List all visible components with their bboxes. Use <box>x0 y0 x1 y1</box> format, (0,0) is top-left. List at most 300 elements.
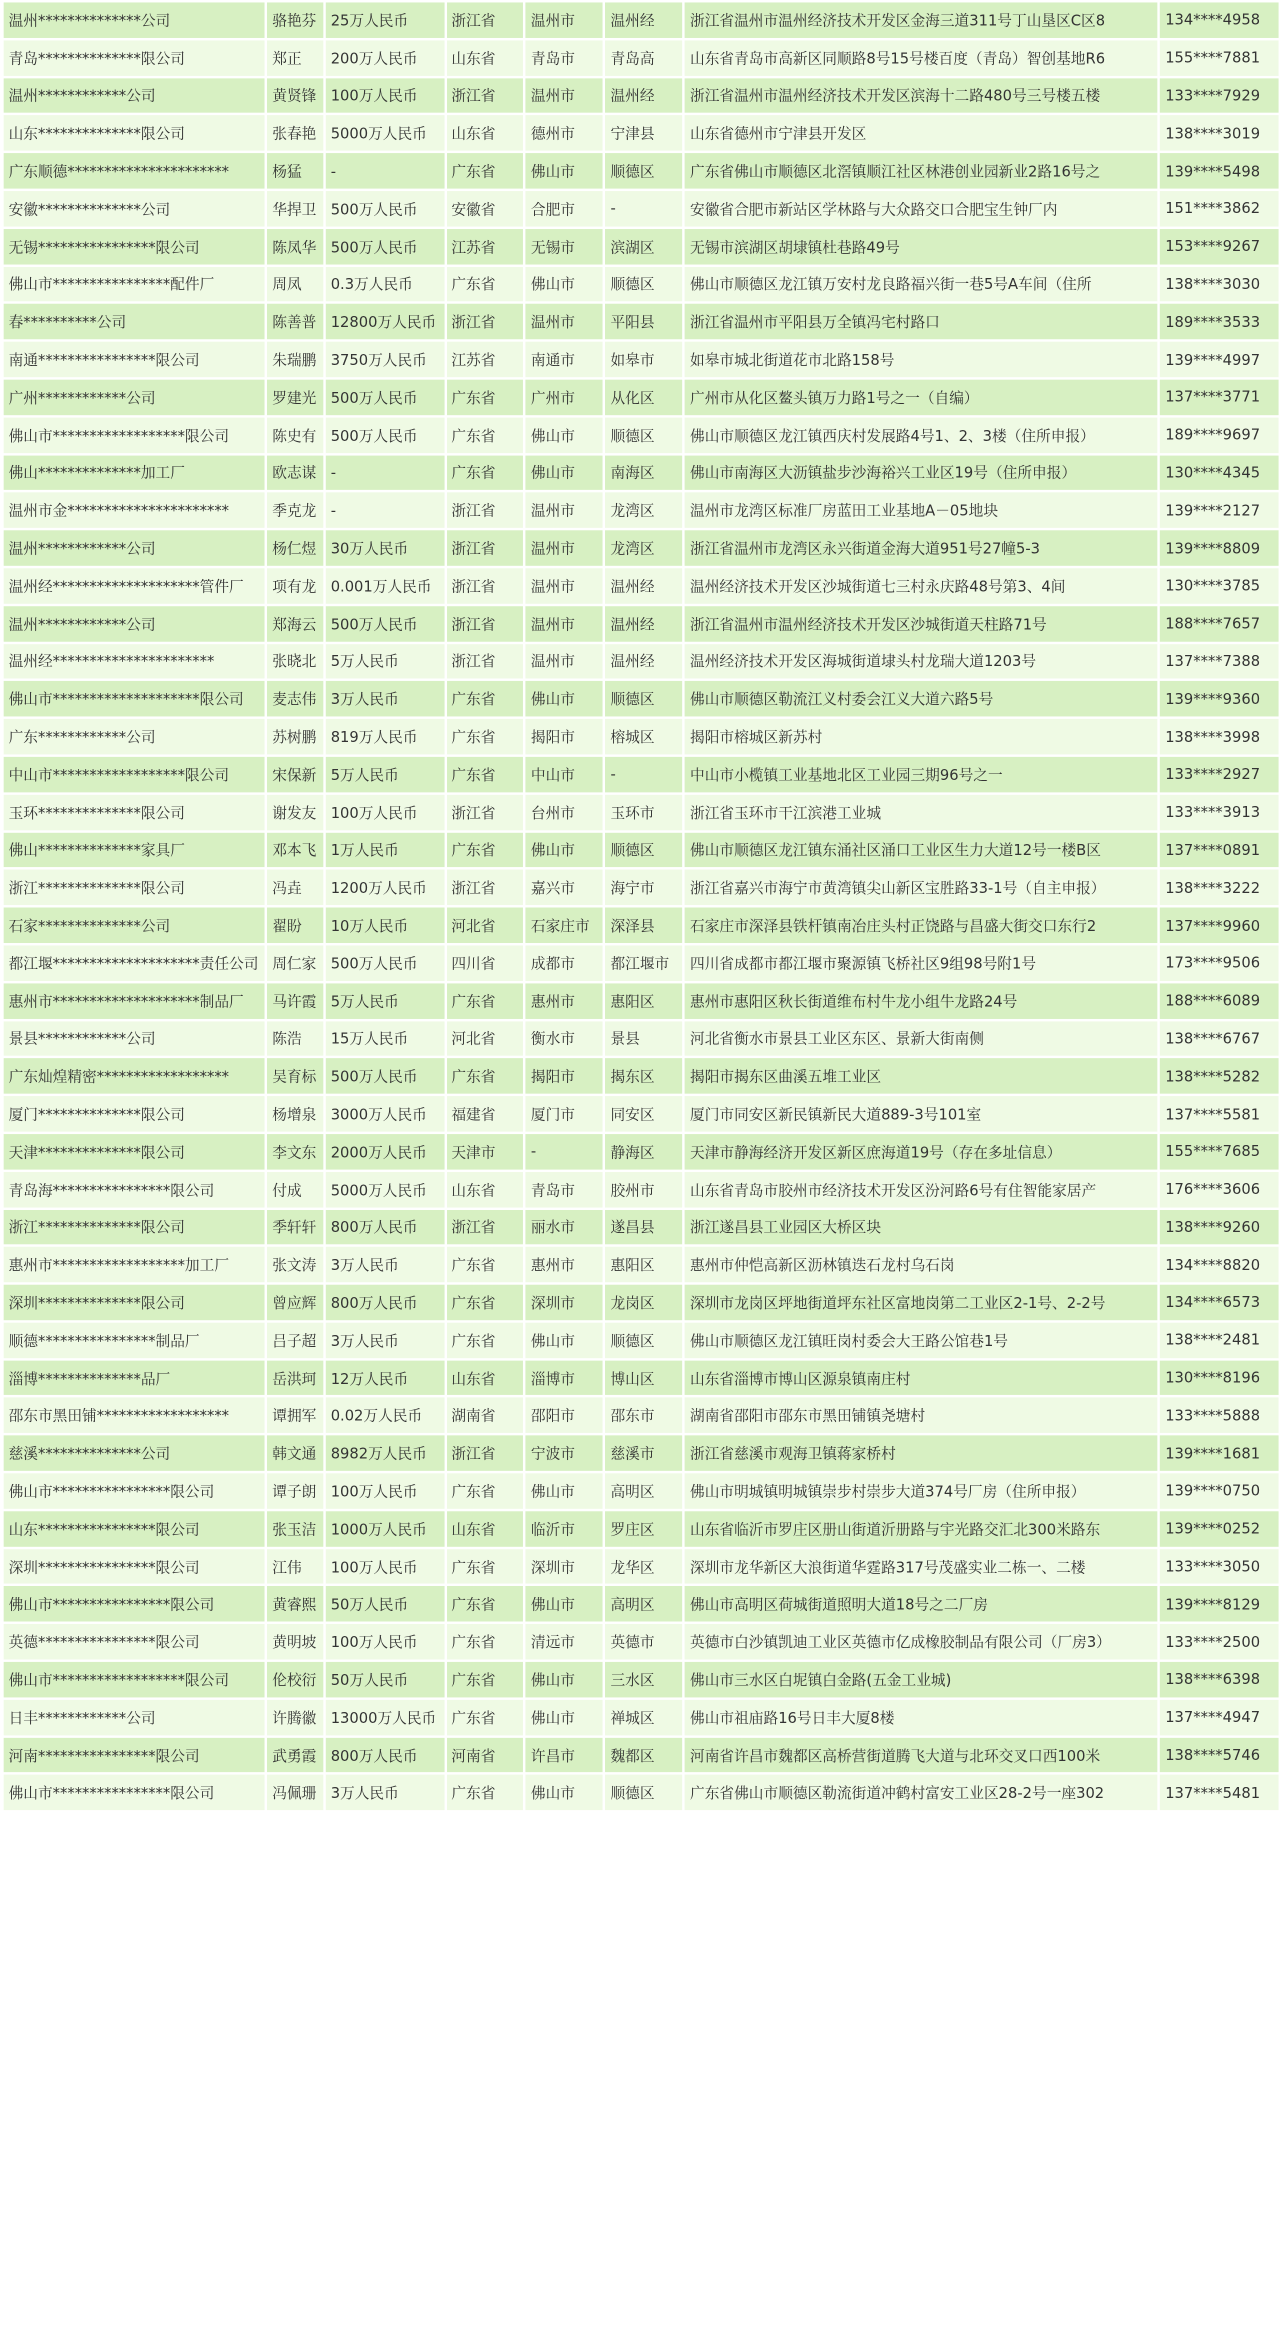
district-cell: 温州经 <box>606 606 683 641</box>
phone-cell: 137****7388 <box>1160 644 1278 679</box>
legal-rep-cell: 季轩轩 <box>267 1209 323 1244</box>
district-cell: 顺德区 <box>606 266 683 301</box>
province-cell: 广东省 <box>446 417 523 452</box>
company-name-cell: 浙江**************限公司 <box>4 870 265 905</box>
legal-rep-cell: 杨猛 <box>267 153 323 188</box>
legal-rep-cell: 苏树鹏 <box>267 719 323 754</box>
city-cell: 佛山市 <box>526 1587 603 1622</box>
address-cell: 山东省青岛市胶州市经济技术开发区汾河路6号有住智能家居产 <box>685 1172 1158 1207</box>
city-cell: 丽水市 <box>526 1209 603 1244</box>
address-cell: 广东省佛山市顺德区勒流街道冲鹤村富安工业区28-2号一座302 <box>685 1775 1158 1810</box>
table-row <box>4 945 1279 980</box>
table-row <box>4 342 1279 377</box>
legal-rep-cell: 骆艳芬 <box>267 2 323 37</box>
address-cell: 英德市白沙镇凯迪工业区英德市亿成橡胶制品有限公司（厂房3） <box>685 1624 1158 1659</box>
registered-capital-cell: 3750万人民币 <box>326 342 444 377</box>
province-cell: 天津市 <box>446 1134 523 1169</box>
registered-capital-cell: 500万人民币 <box>326 606 444 641</box>
district-cell: 景县 <box>606 1021 683 1056</box>
phone-cell: 137****5481 <box>1160 1775 1278 1810</box>
phone-cell: 139****9360 <box>1160 681 1278 716</box>
phone-cell: 139****0750 <box>1160 1473 1278 1508</box>
city-cell: 佛山市 <box>526 1662 603 1697</box>
province-cell: 广东省 <box>446 455 523 490</box>
city-cell: - <box>526 1134 603 1169</box>
registered-capital-cell: 0.001万人民币 <box>326 568 444 603</box>
province-cell: 江苏省 <box>446 342 523 377</box>
table-row <box>4 493 1279 528</box>
phone-cell: 130****8196 <box>1160 1360 1278 1395</box>
legal-rep-cell: 张晓北 <box>267 644 323 679</box>
address-cell: 揭阳市榕城区新苏村 <box>685 719 1158 754</box>
province-cell: 广东省 <box>446 832 523 867</box>
district-cell: 高明区 <box>606 1587 683 1622</box>
district-cell: 静海区 <box>606 1134 683 1169</box>
city-cell: 温州市 <box>526 493 603 528</box>
address-cell: 山东省淄博市博山区源泉镇南庄村 <box>685 1360 1158 1395</box>
district-cell: 邵东市 <box>606 1398 683 1433</box>
legal-rep-cell: 武勇霞 <box>267 1737 323 1772</box>
province-cell: 浙江省 <box>446 606 523 641</box>
phone-cell: 139****0252 <box>1160 1511 1278 1546</box>
table-row <box>4 908 1279 943</box>
city-cell: 深圳市 <box>526 1549 603 1584</box>
company-name-cell: 青岛**************限公司 <box>4 40 265 75</box>
company-name-cell: 佛山市****************限公司 <box>4 1775 265 1810</box>
city-cell: 温州市 <box>526 78 603 113</box>
phone-cell: 130****3785 <box>1160 568 1278 603</box>
district-cell: 温州经 <box>606 2 683 37</box>
legal-rep-cell: 朱瑞鹏 <box>267 342 323 377</box>
phone-cell: 134****8820 <box>1160 1247 1278 1282</box>
table-row <box>4 530 1279 565</box>
registered-capital-cell: 0.3万人民币 <box>326 266 444 301</box>
province-cell: 浙江省 <box>446 530 523 565</box>
table-row <box>4 40 1279 75</box>
district-cell: 顺德区 <box>606 681 683 716</box>
registered-capital-cell: - <box>326 153 444 188</box>
company-name-cell: 厦门**************限公司 <box>4 1096 265 1131</box>
registered-capital-cell: 5000万人民币 <box>326 1172 444 1207</box>
city-cell: 许昌市 <box>526 1737 603 1772</box>
legal-rep-cell: 翟盼 <box>267 908 323 943</box>
city-cell: 佛山市 <box>526 832 603 867</box>
city-cell: 南通市 <box>526 342 603 377</box>
registered-capital-cell: 3万人民币 <box>326 1323 444 1358</box>
registered-capital-cell: 800万人民币 <box>326 1209 444 1244</box>
address-cell: 温州经济技术开发区沙城街道七三村永庆路48号第3、4间 <box>685 568 1158 603</box>
city-cell: 佛山市 <box>526 266 603 301</box>
company-name-cell: 温州************公司 <box>4 606 265 641</box>
district-cell: 遂昌县 <box>606 1209 683 1244</box>
province-cell: 广东省 <box>446 1247 523 1282</box>
table-row <box>4 681 1279 716</box>
city-cell: 深圳市 <box>526 1285 603 1320</box>
district-cell: 温州经 <box>606 78 683 113</box>
table-row <box>4 795 1279 830</box>
legal-rep-cell: 周仁家 <box>267 945 323 980</box>
company-name-cell: 惠州市******************加工厂 <box>4 1247 265 1282</box>
table-row <box>4 719 1279 754</box>
company-name-cell: 温州经********************** <box>4 644 265 679</box>
province-cell: 广东省 <box>446 153 523 188</box>
city-cell: 温州市 <box>526 644 603 679</box>
district-cell: 宁津县 <box>606 116 683 151</box>
district-cell: 顺德区 <box>606 417 683 452</box>
province-cell: 浙江省 <box>446 2 523 37</box>
registered-capital-cell: - <box>326 455 444 490</box>
table-row <box>4 870 1279 905</box>
district-cell: 禅城区 <box>606 1700 683 1735</box>
registered-capital-cell: 100万人民币 <box>326 1624 444 1659</box>
company-name-cell: 山东****************限公司 <box>4 1511 265 1546</box>
legal-rep-cell: 马许霞 <box>267 983 323 1018</box>
registered-capital-cell: 3000万人民币 <box>326 1096 444 1131</box>
province-cell: 浙江省 <box>446 644 523 679</box>
address-cell: 惠州市仲恺高新区沥林镇迭石龙村乌石岗 <box>685 1247 1158 1282</box>
company-name-cell: 英德****************限公司 <box>4 1624 265 1659</box>
legal-rep-cell: 陈凤华 <box>267 229 323 264</box>
phone-cell: 153****9267 <box>1160 229 1278 264</box>
city-cell: 德州市 <box>526 116 603 151</box>
phone-cell: 138****3019 <box>1160 116 1278 151</box>
city-cell: 宁波市 <box>526 1436 603 1471</box>
legal-rep-cell: 陈善普 <box>267 304 323 339</box>
city-cell: 佛山市 <box>526 455 603 490</box>
registered-capital-cell: 100万人民币 <box>326 1473 444 1508</box>
city-cell: 成都市 <box>526 945 603 980</box>
phone-cell: 133****3913 <box>1160 795 1278 830</box>
legal-rep-cell: 邓本飞 <box>267 832 323 867</box>
table-row <box>4 1285 1279 1320</box>
province-cell: 广东省 <box>446 266 523 301</box>
legal-rep-cell: 许腾徽 <box>267 1700 323 1735</box>
table-row <box>4 1059 1279 1094</box>
district-cell: 龙华区 <box>606 1549 683 1584</box>
district-cell: 海宁市 <box>606 870 683 905</box>
registered-capital-cell: 500万人民币 <box>326 417 444 452</box>
registered-capital-cell: 500万人民币 <box>326 229 444 264</box>
company-name-cell: 佛山市****************配件厂 <box>4 266 265 301</box>
address-cell: 佛山市祖庙路16号日丰大厦8楼 <box>685 1700 1158 1735</box>
legal-rep-cell: 罗建光 <box>267 380 323 415</box>
table-row <box>4 568 1279 603</box>
table-row <box>4 116 1279 151</box>
province-cell: 浙江省 <box>446 493 523 528</box>
legal-rep-cell: 黄明坡 <box>267 1624 323 1659</box>
province-cell: 广东省 <box>446 1323 523 1358</box>
legal-rep-cell: 曾应辉 <box>267 1285 323 1320</box>
district-cell: 同安区 <box>606 1096 683 1131</box>
phone-cell: 138****2481 <box>1160 1323 1278 1358</box>
phone-cell: 138****6398 <box>1160 1662 1278 1697</box>
province-cell: 山东省 <box>446 1511 523 1546</box>
district-cell: 深泽县 <box>606 908 683 943</box>
province-cell: 浙江省 <box>446 870 523 905</box>
company-name-cell: 都江堰********************责任公司 <box>4 945 265 980</box>
address-cell: 浙江省温州市温州经济技术开发区金海三道311号丁山垦区C区8 <box>685 2 1158 37</box>
address-cell: 如皋市城北街道花市北路158号 <box>685 342 1158 377</box>
city-cell: 石家庄市 <box>526 908 603 943</box>
district-cell: 温州经 <box>606 568 683 603</box>
legal-rep-cell: 谢发友 <box>267 795 323 830</box>
registered-capital-cell: 1000万人民币 <box>326 1511 444 1546</box>
table-row <box>4 983 1279 1018</box>
phone-cell: 139****8809 <box>1160 530 1278 565</box>
city-cell: 佛山市 <box>526 417 603 452</box>
district-cell: 三水区 <box>606 1662 683 1697</box>
legal-rep-cell: 项有龙 <box>267 568 323 603</box>
district-cell: 罗庄区 <box>606 1511 683 1546</box>
city-cell: 嘉兴市 <box>526 870 603 905</box>
city-cell: 佛山市 <box>526 681 603 716</box>
province-cell: 广东省 <box>446 1662 523 1697</box>
phone-cell: 138****5746 <box>1160 1737 1278 1772</box>
legal-rep-cell: 吴育标 <box>267 1059 323 1094</box>
province-cell: 广东省 <box>446 1700 523 1735</box>
province-cell: 广东省 <box>446 1059 523 1094</box>
province-cell: 福建省 <box>446 1096 523 1131</box>
province-cell: 浙江省 <box>446 568 523 603</box>
legal-rep-cell: 谭拥军 <box>267 1398 323 1433</box>
table-row <box>4 832 1279 867</box>
phone-cell: 138****3222 <box>1160 870 1278 905</box>
table-row <box>4 1247 1279 1282</box>
phone-cell: 133****2500 <box>1160 1624 1278 1659</box>
address-cell: 温州经济技术开发区海城街道埭头村龙瑞大道1203号 <box>685 644 1158 679</box>
address-cell: 深圳市龙岗区坪地街道坪东社区富地岗第二工业区2-1号、2-2号 <box>685 1285 1158 1320</box>
company-name-cell: 邵东市黑田铺****************** <box>4 1398 265 1433</box>
company-name-cell: 无锡****************限公司 <box>4 229 265 264</box>
legal-rep-cell: 伦校衍 <box>267 1662 323 1697</box>
company-name-cell: 浙江**************限公司 <box>4 1209 265 1244</box>
city-cell: 佛山市 <box>526 153 603 188</box>
province-cell: 广东省 <box>446 1473 523 1508</box>
company-name-cell: 安徽**************公司 <box>4 191 265 226</box>
phone-cell: 151****3862 <box>1160 191 1278 226</box>
company-name-cell: 佛山市******************限公司 <box>4 1662 265 1697</box>
district-cell: 博山区 <box>606 1360 683 1395</box>
province-cell: 浙江省 <box>446 1209 523 1244</box>
company-name-cell: 景县************公司 <box>4 1021 265 1056</box>
province-cell: 广东省 <box>446 1624 523 1659</box>
company-name-cell: 佛山市****************限公司 <box>4 1587 265 1622</box>
registered-capital-cell: 50万人民币 <box>326 1662 444 1697</box>
company-name-cell: 佛山市********************限公司 <box>4 681 265 716</box>
phone-cell: 133****2927 <box>1160 757 1278 792</box>
address-cell: 浙江省嘉兴市海宁市黄湾镇尖山新区宝胜路33-1号（自主申报） <box>685 870 1158 905</box>
city-cell: 温州市 <box>526 530 603 565</box>
district-cell: 顺德区 <box>606 153 683 188</box>
province-cell: 山东省 <box>446 40 523 75</box>
district-cell: 如皋市 <box>606 342 683 377</box>
registered-capital-cell: 500万人民币 <box>326 380 444 415</box>
registered-capital-cell: 5000万人民币 <box>326 116 444 151</box>
registered-capital-cell: 8982万人民币 <box>326 1436 444 1471</box>
table-row <box>4 1549 1279 1584</box>
city-cell: 临沂市 <box>526 1511 603 1546</box>
province-cell: 浙江省 <box>446 1436 523 1471</box>
city-cell: 揭阳市 <box>526 719 603 754</box>
legal-rep-cell: 陈史有 <box>267 417 323 452</box>
legal-rep-cell: 江伟 <box>267 1549 323 1584</box>
table-row <box>4 1172 1279 1207</box>
province-cell: 河北省 <box>446 908 523 943</box>
company-name-cell: 顺德****************制品厂 <box>4 1323 265 1358</box>
company-name-cell: 春**********公司 <box>4 304 265 339</box>
district-cell: 都江堰市 <box>606 945 683 980</box>
registered-capital-cell: 3万人民币 <box>326 681 444 716</box>
registered-capital-cell: 819万人民币 <box>326 719 444 754</box>
table-row <box>4 1700 1279 1735</box>
company-name-cell: 广州************公司 <box>4 380 265 415</box>
company-name-cell: 慈溪**************公司 <box>4 1436 265 1471</box>
company-table <box>1 0 1280 1813</box>
district-cell: 顺德区 <box>606 1775 683 1810</box>
district-cell: 龙湾区 <box>606 493 683 528</box>
province-cell: 广东省 <box>446 1549 523 1584</box>
city-cell: 佛山市 <box>526 1775 603 1810</box>
legal-rep-cell: 张文涛 <box>267 1247 323 1282</box>
phone-cell: 139****2127 <box>1160 493 1278 528</box>
registered-capital-cell: 3万人民币 <box>326 1775 444 1810</box>
address-cell: 佛山市顺德区龙江镇旺岗村委会大王路公馆巷1号 <box>685 1323 1158 1358</box>
registered-capital-cell: 12万人民币 <box>326 1360 444 1395</box>
address-cell: 佛山市南海区大沥镇盐步沙海裕兴工业区19号（住所申报） <box>685 455 1158 490</box>
registered-capital-cell: 100万人民币 <box>326 1549 444 1584</box>
address-cell: 佛山市高明区荷城街道照明大道18号之二厂房 <box>685 1587 1158 1622</box>
phone-cell: 189****3533 <box>1160 304 1278 339</box>
registered-capital-cell: 500万人民币 <box>326 945 444 980</box>
phone-cell: 139****8129 <box>1160 1587 1278 1622</box>
registered-capital-cell: 5万人民币 <box>326 644 444 679</box>
table-row <box>4 2 1279 37</box>
company-name-cell: 惠州市********************制品厂 <box>4 983 265 1018</box>
registered-capital-cell: 0.02万人民币 <box>326 1398 444 1433</box>
table-row <box>4 1209 1279 1244</box>
address-cell: 山东省青岛市高新区同顺路8号15号楼百度（青岛）智创基地R6 <box>685 40 1158 75</box>
district-cell: 英德市 <box>606 1624 683 1659</box>
phone-cell: 133****7929 <box>1160 78 1278 113</box>
district-cell: 温州经 <box>606 644 683 679</box>
company-name-cell: 广东************公司 <box>4 719 265 754</box>
address-cell: 广州市从化区鳌头镇万力路1号之一（自编） <box>685 380 1158 415</box>
address-cell: 浙江省温州市龙湾区永兴街道金海大道951号27幢5-3 <box>685 530 1158 565</box>
address-cell: 温州市龙湾区标准厂房蓝田工业基地A－05地块 <box>685 493 1158 528</box>
table-row <box>4 304 1279 339</box>
province-cell: 江苏省 <box>446 229 523 264</box>
phone-cell: 137****0891 <box>1160 832 1278 867</box>
city-cell: 中山市 <box>526 757 603 792</box>
company-name-cell: 温州************公司 <box>4 78 265 113</box>
city-cell: 厦门市 <box>526 1096 603 1131</box>
address-cell: 浙江省玉环市干江滨港工业城 <box>685 795 1158 830</box>
province-cell: 湖南省 <box>446 1398 523 1433</box>
city-cell: 台州市 <box>526 795 603 830</box>
address-cell: 浙江省慈溪市观海卫镇蒋家桥村 <box>685 1436 1158 1471</box>
district-cell: 滨湖区 <box>606 229 683 264</box>
address-cell: 厦门市同安区新民镇新民大道889-3号101室 <box>685 1096 1158 1131</box>
table-row <box>4 1021 1279 1056</box>
province-cell: 广东省 <box>446 719 523 754</box>
province-cell: 河北省 <box>446 1021 523 1056</box>
address-cell: 天津市静海经济开发区新区庶海道19号（存在多址信息） <box>685 1134 1158 1169</box>
registered-capital-cell: 800万人民币 <box>326 1285 444 1320</box>
table-row <box>4 1096 1279 1131</box>
district-cell: - <box>606 191 683 226</box>
province-cell: 浙江省 <box>446 78 523 113</box>
city-cell: 惠州市 <box>526 1247 603 1282</box>
legal-rep-cell: 黄睿熙 <box>267 1587 323 1622</box>
legal-rep-cell: 岳洪珂 <box>267 1360 323 1395</box>
legal-rep-cell: 付成 <box>267 1172 323 1207</box>
phone-cell: 138****6767 <box>1160 1021 1278 1056</box>
phone-cell: 188****7657 <box>1160 606 1278 641</box>
legal-rep-cell: 李文东 <box>267 1134 323 1169</box>
province-cell: 广东省 <box>446 681 523 716</box>
address-cell: 浙江省温州市温州经济技术开发区滨海十二路480号三号楼五楼 <box>685 78 1158 113</box>
registered-capital-cell: 5万人民币 <box>326 757 444 792</box>
address-cell: 深圳市龙华新区大浪街道华霆路317号茂盛实业二栋一、二楼 <box>685 1549 1158 1584</box>
district-cell: 慈溪市 <box>606 1436 683 1471</box>
company-name-cell: 天津**************限公司 <box>4 1134 265 1169</box>
city-cell: 温州市 <box>526 606 603 641</box>
phone-cell: 155****7685 <box>1160 1134 1278 1169</box>
legal-rep-cell: 杨增泉 <box>267 1096 323 1131</box>
table-row <box>4 191 1279 226</box>
registered-capital-cell: 500万人民币 <box>326 191 444 226</box>
legal-rep-cell: 季克龙 <box>267 493 323 528</box>
company-name-cell: 佛山市******************限公司 <box>4 417 265 452</box>
province-cell: 浙江省 <box>446 795 523 830</box>
city-cell: 温州市 <box>526 304 603 339</box>
registered-capital-cell: 15万人民币 <box>326 1021 444 1056</box>
city-cell: 佛山市 <box>526 1700 603 1735</box>
province-cell: 四川省 <box>446 945 523 980</box>
address-cell: 佛山市顺德区龙江镇万安村龙良路福兴街一巷5号A车间（住所 <box>685 266 1158 301</box>
province-cell: 河南省 <box>446 1737 523 1772</box>
province-cell: 广东省 <box>446 757 523 792</box>
table-row <box>4 229 1279 264</box>
province-cell: 广东省 <box>446 380 523 415</box>
city-cell: 衡水市 <box>526 1021 603 1056</box>
table-row <box>4 1775 1279 1810</box>
district-cell: 顺德区 <box>606 1323 683 1358</box>
registered-capital-cell: 2000万人民币 <box>326 1134 444 1169</box>
registered-capital-cell: 12800万人民币 <box>326 304 444 339</box>
legal-rep-cell: 韩文通 <box>267 1436 323 1471</box>
company-name-cell: 佛山**************加工厂 <box>4 455 265 490</box>
company-name-cell: 山东**************限公司 <box>4 116 265 151</box>
address-cell: 佛山市顺德区龙江镇东涌社区涌口工业区生力大道12号一楼B区 <box>685 832 1158 867</box>
city-cell: 合肥市 <box>526 191 603 226</box>
address-cell: 浙江省温州市平阳县万全镇冯宅村路口 <box>685 304 1158 339</box>
city-cell: 佛山市 <box>526 1473 603 1508</box>
registered-capital-cell: 5万人民币 <box>326 983 444 1018</box>
legal-rep-cell: 杨仁煜 <box>267 530 323 565</box>
city-cell: 无锡市 <box>526 229 603 264</box>
address-cell: 河北省衡水市景县工业区东区、景新大街南侧 <box>685 1021 1158 1056</box>
table-row <box>4 1737 1279 1772</box>
registered-capital-cell: 800万人民币 <box>326 1737 444 1772</box>
district-cell: 榕城区 <box>606 719 683 754</box>
company-name-cell: 青岛海****************限公司 <box>4 1172 265 1207</box>
phone-cell: 137****5581 <box>1160 1096 1278 1131</box>
table-row <box>4 1662 1279 1697</box>
company-name-cell: 南通****************限公司 <box>4 342 265 377</box>
phone-cell: 189****9697 <box>1160 417 1278 452</box>
registered-capital-cell: 100万人民币 <box>326 795 444 830</box>
